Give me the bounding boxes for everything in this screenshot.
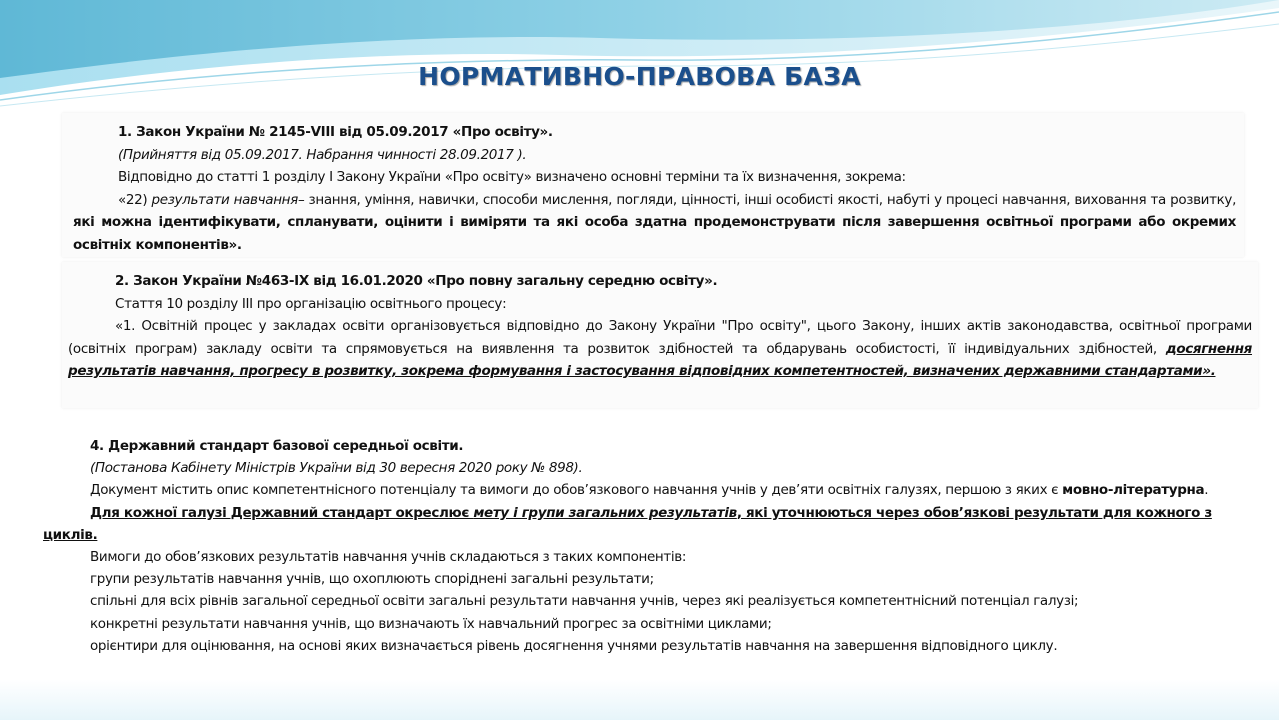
areas-emphasis: мету і групи загальних результатів — [473, 504, 737, 521]
requirement-item: групи результатів навчання учнів, що охоплюють споріднені загальні результати; — [90, 571, 654, 588]
definition-number: «22) — [118, 191, 152, 208]
definition-text: – знання, уміння, навички, способи мислення, погляди, цінності, інші особисті якості, набуті у процесі навчання, виховання та розвитку, — [297, 191, 1237, 208]
standard-areas — [43, 502, 1225, 546]
law1-title: 1. Закон України № 2145-VIII від 05.09.2017 «Про освіту». — [118, 124, 553, 140]
requirement-item: конкретні результати навчання учнів, що визначають їх навчальний прогрес за освітніми циклами; — [90, 615, 772, 632]
standard-description — [43, 479, 1225, 501]
standard-block — [43, 435, 1225, 657]
law2-block — [68, 270, 1252, 383]
law2-title: 2. Закон України №463-IX від 16.01.2020 «Про повну загальну середню освіту». — [115, 273, 718, 289]
page-title: НОРМАТИВНО-ПРАВОВА БАЗА — [418, 62, 861, 91]
description-bold: мовно-літературна — [1062, 482, 1205, 499]
law1-adoption: (Прийняття від 05.09.2017. Набрання чинності 28.09.2017 ). — [118, 146, 527, 163]
definition-term: результати навчання — [151, 191, 298, 208]
description-text: Документ містить опис компетентнісного потенціалу та вимоги до обов’язкового навчання учнів у дев’яти освітніх галузях, першою з яких є — [90, 482, 1063, 499]
requirements-intro: Вимоги до обов’язкових результатів навчання учнів складаються з таких компонентів: — [90, 549, 687, 566]
requirement-item: орієнтири для оцінювання, на основі яких визначається рівень досягнення учнями результатів навчання на завершення відповідного циклу. — [90, 637, 1058, 654]
quote-emphasis: досягнення результатів навчання, прогресу в розвитку, зокрема формування і застосування відповідних компетентностей, визначених державними стандартами». — [68, 340, 1252, 379]
areas-text-a: Для кожної галузі Державний стандарт окреслює — [90, 504, 474, 521]
description-end: . — [1204, 482, 1209, 499]
law1-block — [73, 121, 1236, 256]
quote-text: «1. Освітній процес у закладах освіти організовується відповідно до Закону України "Про освіту", цього Закону, інших актів законодавства, освітньої програми (освітніх програм) закладу освіти та спрямовується на виявлення та розвиток здібностей та обдарувань особистості, її індивідуальних здібностей, — [68, 318, 1252, 357]
standard-resolution: (Постанова Кабінету Міністрів України від 30 вересня 2020 року № 898). — [90, 460, 583, 477]
decorative-footer-glow — [0, 680, 1279, 720]
areas-text-b: , які уточнюються через обов’язкові результати для кожного з циклів. — [43, 504, 1212, 543]
law2-article: Стаття 10 розділу III про організацію освітнього процесу: — [115, 295, 507, 312]
requirement-item: спільні для всіх рівнів загальної середньої освіти загальні результати навчання учнів, через які реалізується компетентнісний потенціал галузі; — [90, 593, 1079, 610]
law1-definition — [73, 189, 1236, 257]
standard-title: 4. Державний стандарт базової середньої освіти. — [90, 438, 464, 454]
law1-intro: Відповідно до статті 1 розділу I Закону України «Про освіту» визначено основні терміни та їх визначення, зокрема: — [118, 169, 906, 185]
definition-emphasis: які можна ідентифікувати, спланувати, оцінити і виміряти та які особа здатна продемонструвати після завершення освітньої програми або окремих освітніх компонентів». — [73, 214, 1236, 253]
law2-quote — [68, 315, 1252, 383]
decorative-wave-header — [0, 0, 1279, 110]
